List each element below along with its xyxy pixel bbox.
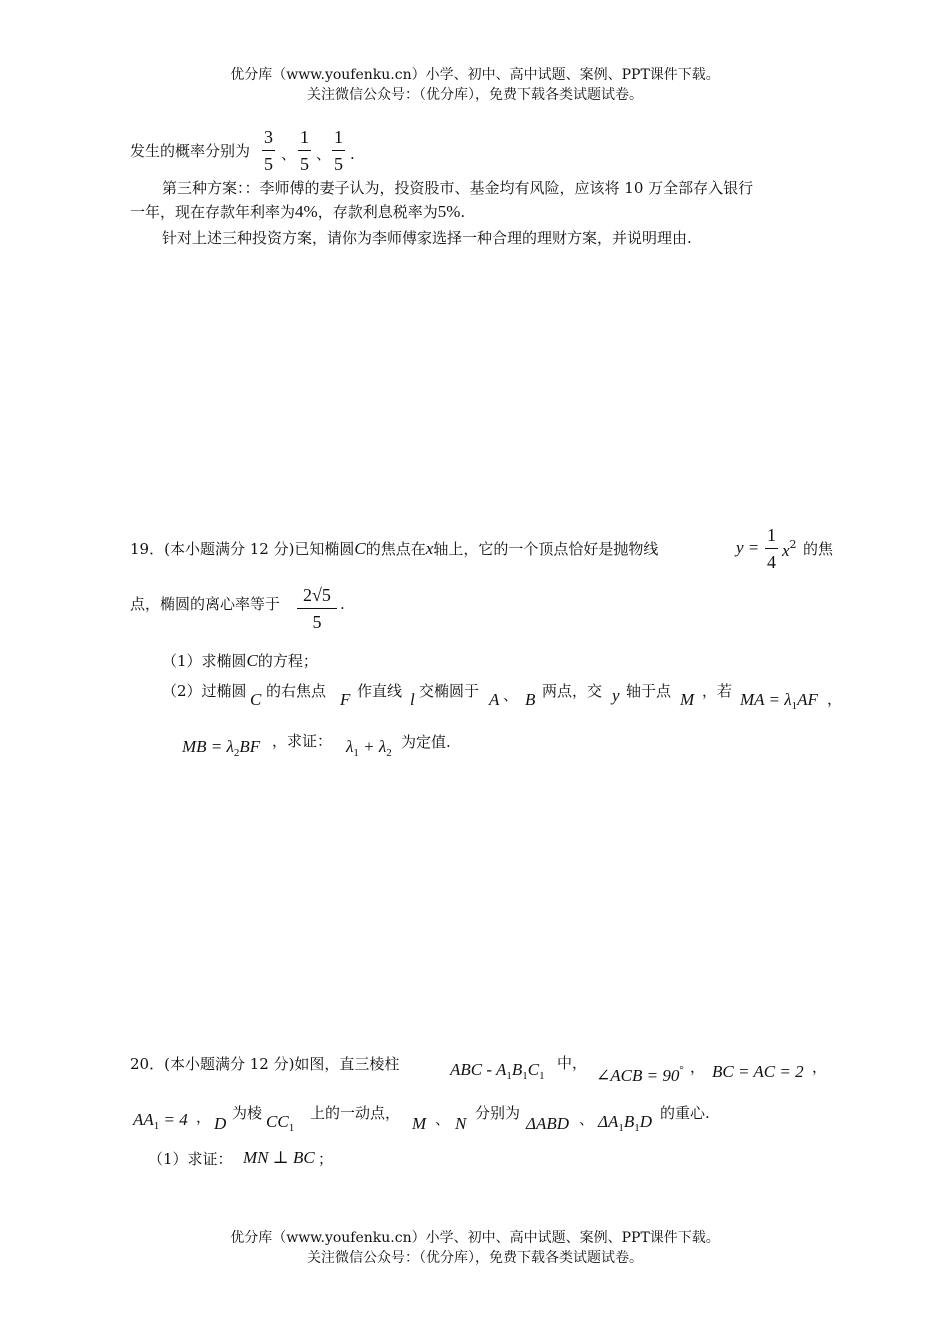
q18-frac2 bbox=[298, 127, 311, 174]
q20-deg: ° bbox=[679, 1064, 684, 1076]
q20-zhong: 中， bbox=[557, 1054, 588, 1072]
q20-line2-c: 分别为 bbox=[475, 1104, 521, 1122]
q18-frac1-den: 5 bbox=[264, 154, 273, 174]
q18-question: 针对上述三种投资方案，请你为李师傅家选择一种合理的理财方案，并说明理由. bbox=[162, 229, 692, 247]
q19-part2-f: F bbox=[340, 690, 351, 709]
q19-part2-f-text: 两点，交 bbox=[542, 682, 603, 700]
q20-aa-sub: 1 bbox=[153, 1120, 160, 1132]
q18-rate: 4% bbox=[295, 202, 318, 221]
q20-prism-b: B bbox=[511, 1060, 523, 1079]
q18-frac3 bbox=[332, 127, 345, 174]
q19-line1 bbox=[130, 538, 658, 560]
q19-eq2-sub: 2 bbox=[233, 747, 240, 759]
q19-part2-b: 的右焦点 bbox=[266, 682, 327, 700]
q19-line1-mid: 的焦点在 bbox=[365, 540, 426, 558]
q19-x: x bbox=[425, 539, 434, 558]
q19-part2-h: ，若 bbox=[702, 682, 733, 700]
q20-comma: ， bbox=[690, 1058, 706, 1076]
q18-sep2: 、 bbox=[316, 145, 332, 163]
q20-aa-val: = 4 bbox=[159, 1110, 188, 1129]
q19-part2-y: y bbox=[612, 686, 620, 705]
q19-part2-d: 交椭圆于 bbox=[419, 682, 480, 700]
q20-sep: 、 bbox=[435, 1110, 451, 1128]
q20-tri2-c: D bbox=[639, 1112, 653, 1131]
q19-line1-mid2: 轴上，它的一个顶点恰好是抛物线 bbox=[433, 540, 659, 558]
q20-tri2-a: ΔA bbox=[598, 1112, 619, 1131]
q20-n: N bbox=[455, 1114, 467, 1133]
page-header-line1: 优分库（www.youfenku.cn）小学、初中、高中试题、案例、PPT课件下载。 bbox=[230, 67, 720, 83]
q19-part2-c-text: 作直线 bbox=[357, 682, 403, 700]
q19-y-eq: y = bbox=[736, 538, 760, 557]
q19-ecc-frac bbox=[297, 585, 337, 632]
q19-ellipse-c: C bbox=[354, 539, 366, 558]
q19-part2-b-pt: B bbox=[525, 690, 536, 709]
q20-comma3: ， bbox=[196, 1108, 212, 1126]
q20-tri2-sub2: 1 bbox=[634, 1122, 640, 1134]
q19-part2-a: （2）过椭圆 bbox=[162, 682, 247, 700]
q19-part1-pre: （1）求椭圆 bbox=[162, 652, 247, 670]
q19-eq2-rhs: BF bbox=[239, 737, 261, 756]
q19-eq2 bbox=[182, 737, 260, 759]
q19-part1 bbox=[162, 650, 318, 672]
q20-prism-sub1: 1 bbox=[506, 1070, 512, 1082]
q20-cc bbox=[266, 1112, 294, 1134]
q18-end: . bbox=[350, 145, 355, 163]
q20-tri2 bbox=[598, 1112, 652, 1134]
q18-frac1 bbox=[262, 127, 275, 174]
q19-eq2-lhs: MB = λ bbox=[182, 737, 234, 756]
q18-frac3-den: 5 bbox=[334, 154, 343, 174]
q20-prism-sub2: 1 bbox=[522, 1070, 528, 1082]
q18-plan3-end: . bbox=[460, 203, 466, 221]
q19-eq1 bbox=[740, 690, 818, 712]
q20-d: D bbox=[214, 1114, 227, 1133]
q19-sum-a-sub: 1 bbox=[353, 747, 359, 759]
page-header-line2: 关注微信公众号：（优分库），免费下载各类试题试卷。 bbox=[307, 87, 643, 103]
q19-sq: 2 bbox=[789, 538, 797, 551]
q19-prove: ，求证： bbox=[272, 732, 333, 750]
page-footer-line2: 关注微信公众号：（优分库），免费下载各类试题试卷。 bbox=[307, 1250, 643, 1266]
q20-comma2: ， bbox=[812, 1058, 828, 1076]
q20-m: M bbox=[412, 1114, 427, 1133]
q19-sum-b-sub: 2 bbox=[386, 747, 392, 759]
q20-line1-pre: 20．(本小题满分 12 分)如图，直三棱柱 bbox=[130, 1055, 400, 1073]
q19-ecc-den: 5 bbox=[312, 612, 322, 632]
q20-aa bbox=[133, 1110, 188, 1132]
q18-plan3-mid: ，存款利息税率为 bbox=[317, 203, 438, 221]
q19-part2-l: l bbox=[410, 690, 415, 709]
q20-prism-c: C bbox=[527, 1060, 540, 1079]
q18-frac3-num: 1 bbox=[334, 127, 343, 147]
q20-part1-end: ； bbox=[318, 1150, 334, 1168]
q20-line2-end: 的重心. bbox=[660, 1104, 710, 1122]
q18-frac2-num: 1 bbox=[300, 127, 309, 147]
q18-sep1: 、 bbox=[281, 145, 297, 163]
q19-line2-pre: 点，椭圆的离心率等于 bbox=[130, 595, 281, 613]
q20-part1-pre: （1）求证： bbox=[148, 1150, 233, 1168]
q19-eq1-rhs: AF bbox=[797, 690, 818, 709]
q20-prism-sub3: 1 bbox=[539, 1070, 545, 1082]
q19-part1-end: 的方程； bbox=[257, 652, 318, 670]
q19-const: 为定值. bbox=[401, 733, 451, 751]
q19-frac-den: 4 bbox=[767, 552, 776, 572]
q19-part2-a-pt: A bbox=[489, 690, 500, 709]
q19-frac bbox=[765, 525, 778, 572]
q20-line2-a: 为棱 bbox=[232, 1104, 263, 1122]
q20-angle bbox=[596, 1064, 684, 1086]
q18-frac1-num: 3 bbox=[264, 127, 273, 147]
q20-prism-a: ABC - A bbox=[450, 1060, 507, 1079]
q20-tri1: ΔABD bbox=[526, 1114, 570, 1133]
q19-part1-c: C bbox=[246, 651, 258, 670]
q19-line1-end: 的焦 bbox=[803, 540, 834, 558]
q19-eq1-sub: 1 bbox=[791, 700, 798, 712]
q19-line2-end: . bbox=[340, 595, 345, 613]
q20-angle-text: ∠ACB = 90 bbox=[596, 1066, 680, 1085]
q19-frac-num: 1 bbox=[767, 525, 776, 545]
q20-part1-eq: MN ⊥ BC bbox=[243, 1148, 315, 1167]
q19-sum-plus: + λ bbox=[358, 737, 387, 756]
q20-prism bbox=[450, 1060, 545, 1082]
q18-plan3-pre: 一年，现在存款年利率为 bbox=[130, 203, 296, 221]
q20-bc: BC = AC = 2 bbox=[712, 1062, 804, 1081]
q18-frac2-den: 5 bbox=[300, 154, 309, 174]
q19-part2-m: M bbox=[680, 690, 695, 709]
q20-tri2-sub1: 1 bbox=[618, 1122, 624, 1134]
q18-plan3-line2 bbox=[130, 201, 465, 223]
q20-cc-text: CC bbox=[266, 1112, 289, 1131]
q19-sum-a: λ bbox=[346, 737, 354, 756]
q19-sum bbox=[346, 737, 392, 759]
q19-part2-c: C bbox=[250, 690, 262, 709]
q18-plan3-line1: 第三种方案：：李师傅的妻子认为，投资股市、基金均有风险，应该将 10 万全部存入银行 bbox=[162, 179, 754, 197]
q20-line2-b: 上的一动点， bbox=[310, 1104, 401, 1122]
q20-sep2: 、 bbox=[579, 1110, 595, 1128]
q19-line1-pre: 19．(本小题满分 12 分)已知椭圆 bbox=[130, 540, 355, 558]
q20-tri2-b: B bbox=[623, 1112, 635, 1131]
q19-x-squared bbox=[782, 538, 797, 561]
q20-cc-sub: 1 bbox=[288, 1122, 295, 1134]
page-footer-line1: 优分库（www.youfenku.cn）小学、初中、高中试题、案例、PPT课件下载。 bbox=[230, 1230, 720, 1246]
q19-comma1: ， bbox=[827, 690, 843, 708]
q19-part2-e: 、 bbox=[503, 686, 519, 704]
q18-tax: 5% bbox=[437, 202, 461, 221]
q19-eq1-lhs: MA = λ bbox=[740, 690, 792, 709]
q19-part2-g: 轴于点 bbox=[626, 682, 672, 700]
q19-x2: x bbox=[782, 541, 790, 560]
q18-prob-prefix: 发生的概率分别为 bbox=[130, 142, 251, 160]
q19-ecc-num: 2√5 bbox=[303, 585, 331, 605]
q20-aa-text: AA bbox=[133, 1110, 154, 1129]
